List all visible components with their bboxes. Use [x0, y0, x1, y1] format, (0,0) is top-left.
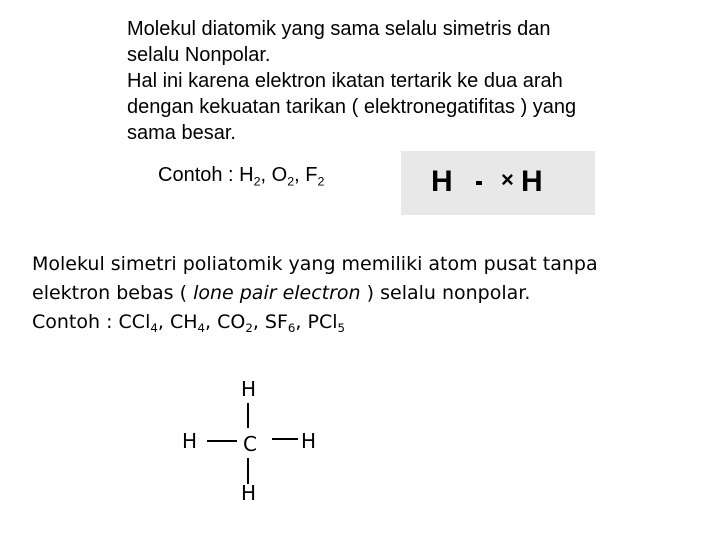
formula: $H_2$,: [239, 164, 272, 189]
formula: CCl$_4$,: [118, 311, 170, 336]
diatomic-paragraph: [127, 16, 687, 146]
diatomic-examples: [158, 164, 324, 187]
carbon-atom: C: [243, 432, 257, 456]
formula: $CO_2$,: [217, 311, 265, 336]
formula: $F_2$: [305, 164, 325, 189]
formula: PCl$_5$: [307, 311, 346, 336]
hydrogen-atom-bottom: H: [241, 481, 257, 505]
text-line: Molekul simetri poliatomik yang memiliki atom pusat tanpa: [32, 253, 598, 275]
italic-term: lone pair electron: [193, 282, 361, 304]
hydrogen-atom-right: H: [521, 165, 543, 198]
electron-dot: [476, 181, 482, 185]
text-line: dengan kekuatan tarikan ( elektronegatifitas ) yang: [127, 96, 577, 118]
text-line: selalu Nonpolar.: [127, 44, 271, 66]
example-prefix: Contoh :: [32, 311, 119, 333]
polyatomic-paragraph: [32, 250, 712, 337]
text-line: elektron bebas ( lone pair electron ) selalu nonpolar.: [32, 282, 531, 304]
electron-cross: ×: [501, 167, 514, 192]
text-line: Molekul diatomik yang sama selalu simetris dan: [127, 18, 551, 40]
methane-structural-formula: [180, 372, 330, 512]
text-line: sama besar.: [127, 122, 236, 144]
formula: $CH_4$,: [169, 311, 218, 336]
h2-lewis-structure: [401, 151, 595, 215]
bond-right: [272, 438, 298, 440]
polyatomic-examples: [32, 308, 712, 337]
hydrogen-atom-left: H: [182, 429, 198, 453]
formula: $O_2$,: [271, 164, 306, 189]
hydrogen-atom-right: H: [301, 429, 317, 453]
bond-top: [247, 403, 249, 428]
example-prefix: Contoh :: [158, 164, 240, 186]
text-line: Hal ini karena elektron ikatan tertarik ke dua arah: [127, 70, 563, 92]
bond-left: [207, 440, 237, 442]
hydrogen-atom-top: H: [241, 377, 257, 401]
hydrogen-atom-left: H: [431, 165, 453, 198]
formula: $SF_6$,: [264, 311, 308, 336]
